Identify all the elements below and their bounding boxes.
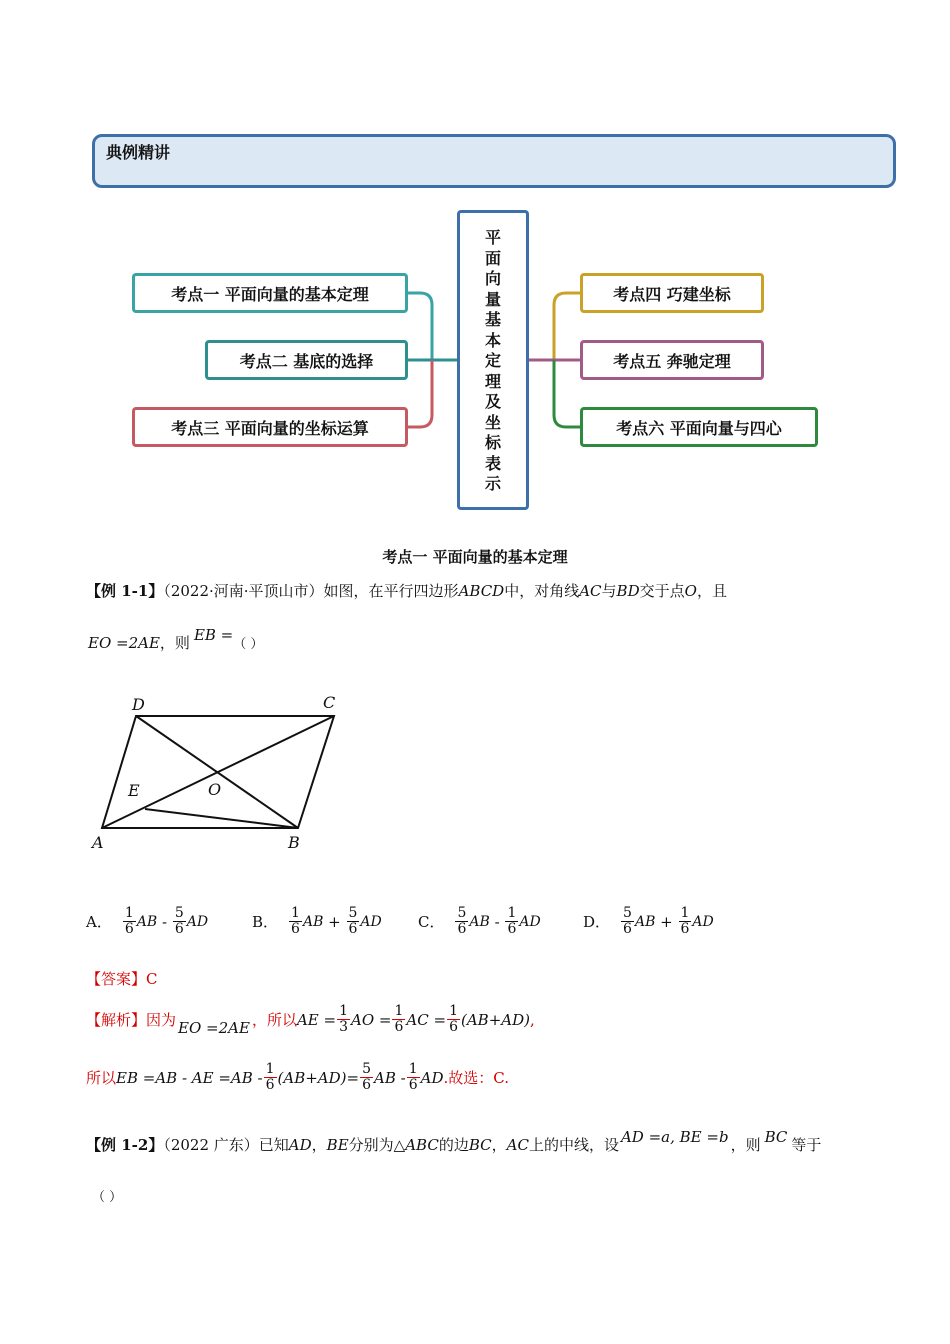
example-tag: 【例 1-2】 xyxy=(86,1136,164,1154)
example-tag: 【例 1-1】 xyxy=(86,582,164,600)
analysis-line-2 xyxy=(86,1062,509,1093)
operator: - xyxy=(494,912,500,931)
math-var: BD xyxy=(616,582,640,600)
question-text: ，则 xyxy=(730,1136,761,1154)
example-2-question xyxy=(86,1128,822,1155)
connector-left-3 xyxy=(408,360,432,427)
frac-num: 1 xyxy=(124,905,134,921)
vector-ab: AB xyxy=(634,913,656,930)
mindmap-node-topic-1 xyxy=(132,273,408,313)
analysis-text: 因为 xyxy=(146,1011,177,1029)
mindmap-node-topic-2 xyxy=(205,340,408,380)
frac-den: 6 xyxy=(348,921,358,937)
frac-den: 6 xyxy=(680,921,690,937)
ask-formula: EB = xyxy=(193,626,234,644)
question-text: 中，对角线 xyxy=(504,582,580,600)
frac-den: 6 xyxy=(362,1077,372,1093)
frac-num: 5 xyxy=(348,905,358,921)
option-b[interactable] xyxy=(252,906,382,937)
frac-num: 1 xyxy=(408,1061,418,1077)
frac-num: 1 xyxy=(339,1003,349,1019)
vector-ad: AD xyxy=(692,913,714,930)
vector-ad: AD xyxy=(186,913,209,930)
option-d[interactable] xyxy=(583,906,714,937)
point-label-d: D xyxy=(132,695,145,714)
example-source: （2022·河南·平顶山市） xyxy=(163,582,324,600)
answer-value: C xyxy=(146,970,158,988)
eq-part: AE = xyxy=(296,1010,337,1029)
question-text: 上的中线，设 xyxy=(528,1136,619,1154)
question-text: 与 xyxy=(601,582,617,600)
mindmap-node-label: 考点五 奔驰定理 xyxy=(613,351,731,371)
point-label-o: O xyxy=(208,780,222,799)
mindmap-node-label: 考点四 巧建坐标 xyxy=(613,284,731,304)
analysis-tag: 【解析】 xyxy=(86,1011,147,1029)
frac-num: 1 xyxy=(680,905,690,921)
vector-ad: AD xyxy=(360,913,382,930)
frac-den: 6 xyxy=(394,1019,404,1035)
mindmap-node-label: 考点二 基底的选择 xyxy=(239,351,374,371)
connector-right-3 xyxy=(554,360,580,427)
mindmap-node-topic-5 xyxy=(580,340,764,380)
given-formula: AD =a, BE =b xyxy=(620,1128,729,1146)
vector-bc: BC xyxy=(764,1128,788,1146)
math-var: O xyxy=(684,582,697,600)
math-var: AD xyxy=(288,1136,312,1154)
option-label: B． xyxy=(252,913,279,931)
eq-part: AC = xyxy=(406,1010,447,1029)
section-banner-title: 典例精讲 xyxy=(106,143,171,162)
math-var: BC xyxy=(468,1136,492,1154)
frac-num: 1 xyxy=(449,1003,458,1019)
frac-num: 1 xyxy=(507,905,517,921)
eq-part: AB - xyxy=(374,1068,406,1087)
frac-den: 6 xyxy=(449,1019,458,1035)
question-text: 的边 xyxy=(438,1136,469,1154)
math-var: ABC xyxy=(405,1136,439,1154)
question-text: ， xyxy=(311,1136,327,1154)
point-label-a: A xyxy=(92,833,104,852)
vector-ab: AB xyxy=(136,913,158,930)
frac-num: 5 xyxy=(457,905,467,921)
frac-den: 6 xyxy=(291,921,300,937)
option-c[interactable] xyxy=(418,906,541,937)
example-1-condition xyxy=(88,626,264,653)
answer-line xyxy=(86,968,158,989)
frac-den: 6 xyxy=(265,1077,275,1093)
vector-ab: AB xyxy=(469,913,490,930)
operator: - xyxy=(161,912,168,931)
topic-heading: 考点一 平面向量的基本定理 xyxy=(382,548,568,566)
mindmap-node-label: 考点一 平面向量的基本定理 xyxy=(171,284,369,304)
frac-den: 6 xyxy=(623,921,632,937)
option-a[interactable] xyxy=(86,906,208,937)
analysis-line-1 xyxy=(86,1004,535,1035)
mindmap-node-label: 考点三 平面向量的坐标运算 xyxy=(171,418,369,438)
point-label-c: C xyxy=(323,693,336,712)
option-label: D． xyxy=(583,913,611,931)
question-text: ，则 xyxy=(159,634,190,652)
math-var: BE xyxy=(326,1136,349,1154)
point-label-b: B xyxy=(288,833,300,852)
frac-den: 3 xyxy=(339,1019,349,1035)
eq-part: EB =AB - AE =AB - xyxy=(116,1068,263,1087)
condition-formula: EO =2AE xyxy=(88,634,160,652)
operator: + xyxy=(660,912,673,931)
math-var: ABCD xyxy=(458,582,505,600)
frac-num: 5 xyxy=(362,1061,372,1077)
question-text: 分别为△ xyxy=(348,1136,406,1154)
mindmap-node-topic-6 xyxy=(580,407,818,447)
analysis-text: .故选：C. xyxy=(443,1069,509,1087)
frac-den: 6 xyxy=(174,921,184,937)
parallelogram-figure xyxy=(80,688,350,858)
question-text: 交于点 xyxy=(639,582,685,600)
mindmap-node-label: 考点六 平面向量与四心 xyxy=(616,418,782,438)
analysis-text: ，所以 xyxy=(251,1011,297,1029)
question-text: 等于 xyxy=(791,1136,822,1154)
frac-num: 1 xyxy=(291,905,300,921)
eq-part: AO = xyxy=(351,1010,392,1029)
question-text: ， xyxy=(491,1136,507,1154)
frac-den: 6 xyxy=(124,921,134,937)
eq-part: (AB+AD)= xyxy=(277,1068,360,1087)
mindmap-node-topic-3 xyxy=(132,407,408,447)
connector-left-1 xyxy=(408,293,457,360)
analysis-equation-1 xyxy=(297,1004,530,1035)
math-var: AC xyxy=(506,1136,529,1154)
example-1-question xyxy=(86,580,727,601)
frac-num: 1 xyxy=(394,1003,404,1019)
analysis-equation-2 xyxy=(116,1062,443,1093)
mindmap-node-topic-4 xyxy=(580,273,764,313)
analysis-text: 所以 xyxy=(86,1069,117,1087)
option-label: A． xyxy=(86,913,112,931)
frac-den: 6 xyxy=(457,921,467,937)
operator: + xyxy=(328,912,341,931)
frac-num: 5 xyxy=(174,905,184,921)
question-text: ，且 xyxy=(696,582,727,600)
eq-part: (AB+AD) xyxy=(460,1010,530,1029)
example-source: （2022 广东） xyxy=(163,1136,259,1154)
analysis-condition: EO =2AE xyxy=(178,1018,250,1037)
frac-num: 1 xyxy=(265,1061,275,1077)
math-var: AC xyxy=(579,582,602,600)
frac-num: 5 xyxy=(623,905,632,921)
analysis-text: , xyxy=(529,1010,535,1029)
answer-tag: 【答案】 xyxy=(86,970,147,988)
connector-right-1 xyxy=(529,293,580,360)
point-label-e: E xyxy=(128,781,140,800)
mindmap-center-title: 平面向量基本定理及坐标表示 xyxy=(484,228,501,493)
eq-part: AD xyxy=(420,1068,444,1087)
frac-den: 6 xyxy=(507,921,517,937)
option-label: C． xyxy=(418,913,445,931)
vector-ab: AB xyxy=(302,913,324,930)
vector-ad: AD xyxy=(519,913,541,930)
question-text: 已知 xyxy=(258,1136,289,1154)
frac-den: 6 xyxy=(408,1077,418,1093)
example-2-paren: （ ） xyxy=(92,1190,123,1205)
answer-paren: （ ） xyxy=(233,637,264,652)
question-text: 如图，在平行四边形 xyxy=(323,582,459,600)
